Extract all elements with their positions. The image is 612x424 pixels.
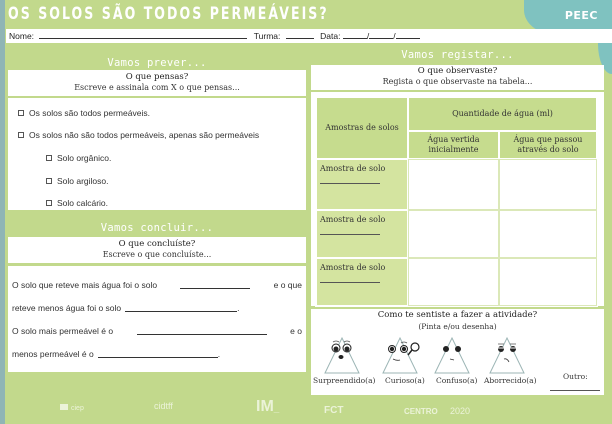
surprised-label: Surpreendido(a) [313,376,376,385]
brand-label: PEEC [564,9,598,22]
checkbox[interactable] [46,178,52,184]
conclusion-line-4 [12,349,302,359]
option-label: Os solos não são todos permeáveis, apenas são permeáveis [29,130,260,140]
predict-question: O que pensas? [125,72,189,82]
logo-centro-2020: CENTRO [404,407,438,416]
date-label: Data: [320,31,341,41]
class-label: Turma: [253,31,281,41]
sub-option-limestone[interactable] [46,198,108,208]
option-all-permeable[interactable] [18,108,150,118]
feelings-question: Como te sentiste a fazer a atividade? [377,310,538,320]
date-day-field[interactable] [343,30,367,39]
conclusion-text: O solo mais permeável é o [12,326,114,336]
checkbox[interactable] [46,155,52,161]
answer-blank[interactable] [98,349,221,359]
conclusion-text: . [217,349,221,359]
date-month-field[interactable] [369,30,393,39]
sample-label: Amostra de solo [320,164,386,173]
logo-nova-media-lab: IM_ [256,398,280,415]
conclusion-line-2 [12,303,302,313]
other-label: Outro: [563,372,588,381]
option-label: Solo calcário. [57,198,109,208]
sample-row-label [317,160,407,209]
cell-poured[interactable] [409,211,498,257]
register-question: O que observaste? [417,66,498,76]
conclusion-text: e o [290,326,302,336]
register-question-box [311,65,604,90]
bored-label: Aborrecido(a) [484,376,537,385]
sample-label: Amostra de solo [320,263,386,272]
cell-poured[interactable] [409,160,498,209]
conclusion-text: e o que [273,280,302,290]
answer-blank[interactable] [125,303,240,313]
answer-blank[interactable] [137,326,267,335]
student-info-row [6,29,612,43]
date-sep: / [393,31,396,41]
checkbox[interactable] [18,110,24,116]
other-field[interactable] [550,390,600,391]
header-samples: Amostras de solos [317,98,407,158]
name-label: Nome: [9,31,35,41]
header-water-quantity: Quantidade de água (ml) [409,98,596,130]
conclude-heading: Vamos concluir... [100,222,214,234]
option-label: Solo argiloso. [57,176,109,186]
option-not-all-permeable[interactable] [18,130,259,140]
cell-poured[interactable] [409,259,498,305]
class-field[interactable] [286,30,314,39]
conclude-instruction: Escreve o que concluíste... [102,250,212,259]
checkbox[interactable] [18,132,24,138]
conclude-answer-box [8,266,306,372]
conclusion-text: O solo que reteve mais água foi o solo [12,280,158,290]
logo-fct: FCT [324,405,344,416]
conclusion-line-1 [12,280,302,290]
curious-face-icon[interactable] [380,335,420,375]
option-label: Os solos são todos permeáveis. [29,108,150,118]
option-label: Solo orgânico. [57,153,112,163]
register-instruction: Regista o que observaste na tabela... [382,77,533,86]
confused-label: Confuso(a) [436,376,478,385]
logo-ciep: ciep [60,404,84,412]
predict-question-box [8,70,306,96]
conclusion-text: . [237,303,240,313]
sample-row-label [317,211,407,257]
sample-name-blank[interactable] [320,273,380,283]
sample-row-label [317,259,407,305]
header-water-poured: Água vertida inicialmente [409,132,498,158]
worksheet-title: OS SOLOS SÃO TODOS PERMEÁVEIS? [8,4,329,24]
confused-face-icon[interactable] [432,335,472,375]
left-edge-stripe [0,0,5,424]
conclusion-line-3 [12,326,302,336]
checkbox[interactable] [46,200,52,206]
sub-option-clay[interactable] [46,176,109,186]
sample-label: Amostra de solo [320,215,386,224]
logo-portugal-2020: 2020 [450,406,471,416]
sample-name-blank[interactable] [320,225,380,235]
answer-blank[interactable] [180,280,250,289]
cell-passed[interactable] [500,211,596,257]
sub-option-organic[interactable] [46,153,111,163]
feelings-instruction: (Pinta e/ou desenha) [418,322,497,331]
conclude-question-box [8,237,306,263]
cell-passed[interactable] [500,160,596,209]
observation-table [315,96,598,307]
predict-instruction: Escreve e assinala com X o que pensas... [74,83,240,92]
curious-label: Curioso(a) [385,376,425,385]
logo-cidtff: cidtff [154,401,173,411]
bored-face-icon[interactable] [487,335,527,375]
sample-name-blank[interactable] [320,174,380,184]
register-heading: Vamos registar... [401,49,514,61]
conclude-question: O que concluíste? [118,239,196,249]
conclusion-text: reteve menos água foi o solo [12,303,122,313]
surprised-face-icon[interactable] [322,335,362,375]
date-year-field[interactable] [396,30,420,39]
predict-heading: Vamos prever... [107,57,207,69]
header-water-passed: Água que passou através do solo [500,132,596,158]
name-field[interactable] [39,30,247,39]
date-sep: / [366,31,370,41]
conclusion-text: menos permeável é o [12,349,94,359]
cell-passed[interactable] [500,259,596,305]
